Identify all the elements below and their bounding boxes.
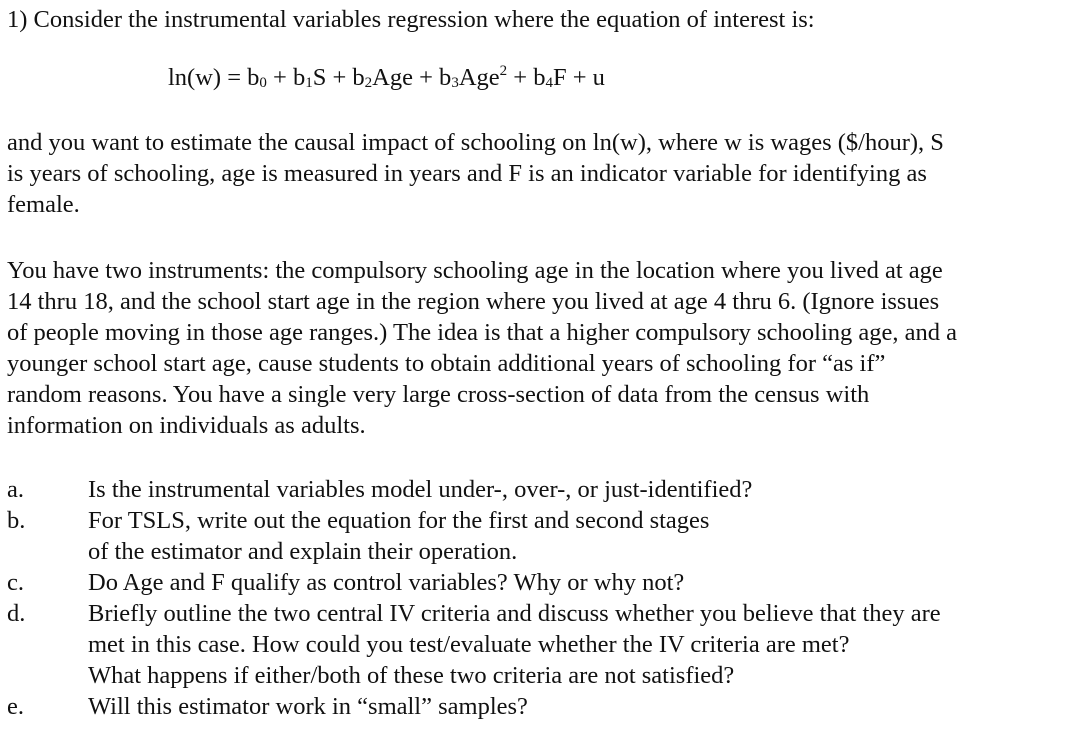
question-e-text [88, 691, 528, 722]
eq-term-s: S + b [312, 64, 365, 91]
eq-sub-3: 3 [451, 75, 459, 91]
eq-sub-2: 2 [364, 75, 373, 91]
eq-sub-1: 1 [305, 75, 313, 91]
eq-term-age: Age + b [372, 64, 452, 91]
instruments-paragraph [7, 255, 957, 441]
regression-equation [168, 64, 605, 92]
question-line: What happens if either/both of these two criteria are not satisfied? [88, 662, 735, 689]
question-line: met in this case. How could you test/evaluate whether the IV criteria are met? [88, 631, 850, 658]
paragraph-line: information on individuals as adults. [7, 412, 366, 439]
question-letter-c: c. [7, 569, 24, 596]
eq-term-f: F + u [552, 64, 605, 91]
paragraph-line: of people moving in those age ranges.) The idea is that a higher compulsory schooling age, and a [7, 319, 958, 346]
question-letter-e: e. [7, 693, 24, 720]
paragraph-line: and you want to estimate the causal impact of schooling on ln(w), where w is wages ($/hour), S [7, 129, 944, 156]
question-heading: 1) Consider the instrumental variables regression where the equation of interest is: [7, 6, 815, 33]
eq-term-plus: + b [507, 64, 546, 91]
question-letter-d: d. [7, 600, 26, 627]
question-letter-b: b. [7, 507, 26, 534]
eq-term-1: + b [266, 64, 306, 91]
paragraph-line: random reasons. You have a single very large cross-section of data from the census with [7, 381, 870, 408]
paragraph-line: younger school start age, cause students to obtain additional years of schooling for “as if” [7, 350, 886, 377]
question-line: of the estimator and explain their operation. [88, 538, 518, 565]
question-line: Is the instrumental variables model under-, over-, or just-identified? [88, 476, 753, 503]
question-line: Briefly outline the two central IV criteria and discuss whether you believe that they are [88, 600, 941, 627]
question-line: Will this estimator work in “small” samples? [88, 693, 528, 720]
paragraph-line: 14 thru 18, and the school start age in the region where you lived at age 4 thru 6. (Ignore issues [7, 288, 940, 315]
question-line: Do Age and F qualify as control variables? Why or why not? [88, 569, 685, 596]
question-b-text [88, 505, 709, 567]
question-d-text [88, 598, 941, 691]
paragraph-line: You have two instruments: the compulsory schooling age in the location where you lived at age [7, 257, 943, 284]
paragraph-line: is years of schooling, age is measured in years and F is an indicator variable for identifying as [7, 160, 927, 187]
eq-sub-0: 0 [259, 75, 267, 91]
eq-sup-2: 2 [499, 63, 508, 79]
eq-lhs: ln(w) = b [168, 64, 260, 91]
eq-term-age2: Age [458, 64, 500, 91]
paragraph-line: female. [7, 191, 80, 218]
context-paragraph [7, 127, 944, 220]
eq-sub-4: 4 [545, 75, 553, 91]
question-letter-a: a. [7, 476, 24, 503]
question-c-text [88, 567, 684, 598]
question-a-text [88, 474, 752, 505]
question-line: For TSLS, write out the equation for the first and second stages [88, 507, 710, 534]
